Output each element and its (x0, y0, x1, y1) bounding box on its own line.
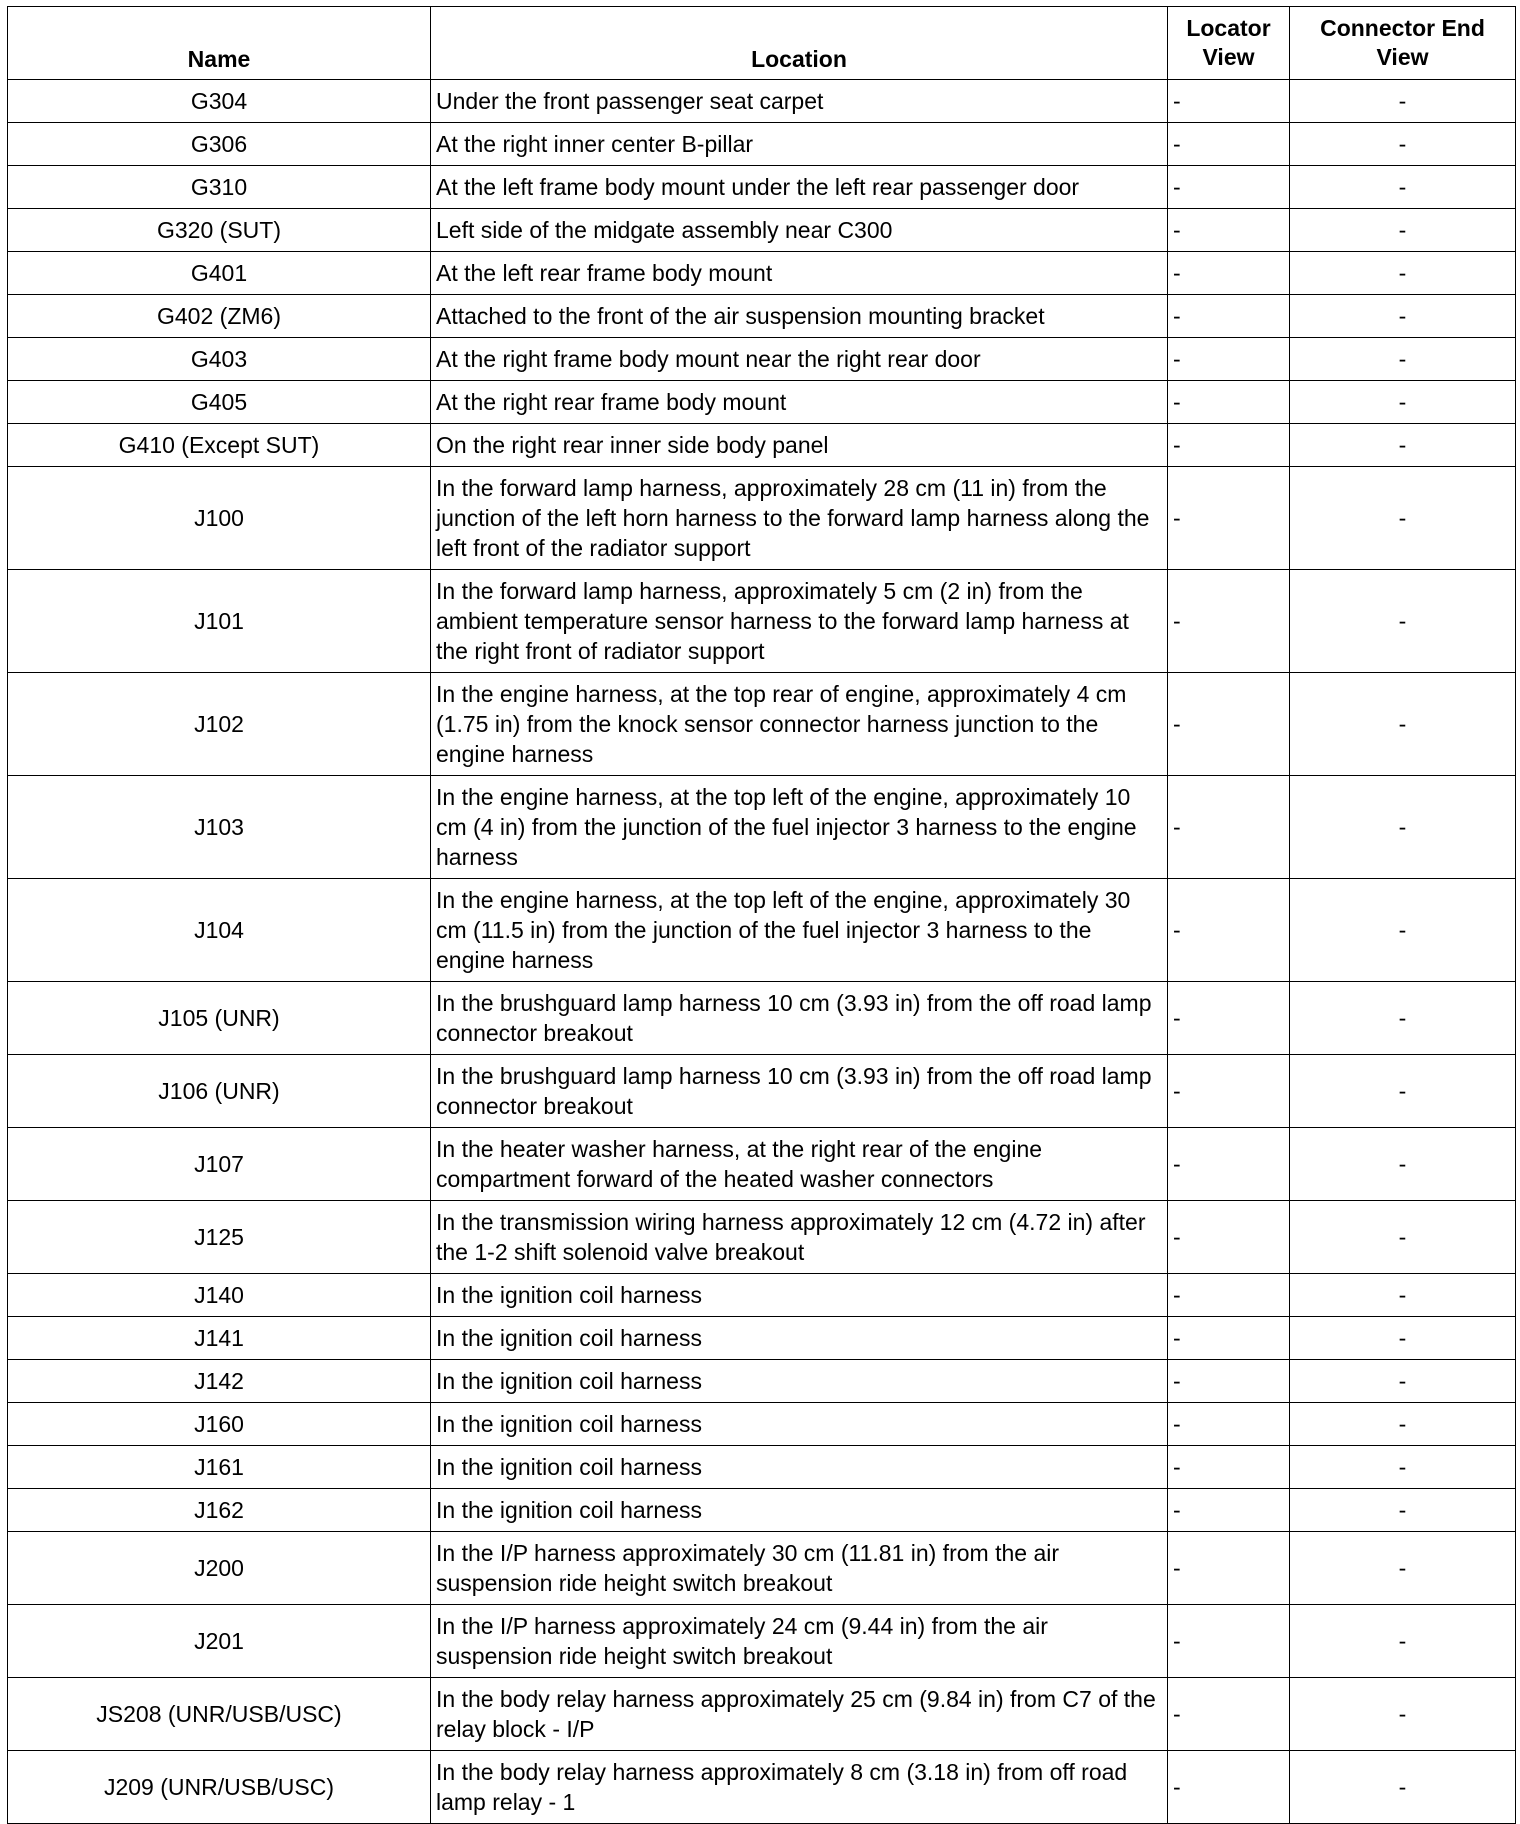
cell-connector-end-view: - (1290, 295, 1516, 338)
table-row (8, 1055, 1516, 1128)
cell-connector-end-view: - (1290, 1360, 1516, 1403)
table-row (8, 166, 1516, 209)
table-row (8, 673, 1516, 776)
cell-location: In the engine harness, at the top left of the engine, approximately 10 cm (4 in) from the junction of the fuel injector 3 harness to the engine harness (431, 776, 1168, 879)
cell-connector-end-view: - (1290, 1489, 1516, 1532)
cell-connector-end-view: - (1290, 1446, 1516, 1489)
cell-connector-end-view: - (1290, 1201, 1516, 1274)
cell-locator-view: - (1168, 467, 1290, 570)
cell-locator-view: - (1168, 570, 1290, 673)
cell-location: In the engine harness, at the top rear of engine, approximately 4 cm (1.75 in) from the knock sensor connector harness junction to the engine harness (431, 673, 1168, 776)
cell-location: In the engine harness, at the top left of the engine, approximately 30 cm (11.5 in) from the junction of the fuel injector 3 harness to the engine harness (431, 879, 1168, 982)
cell-name: J141 (8, 1317, 431, 1360)
cell-location: In the ignition coil harness (431, 1489, 1168, 1532)
cell-name: J101 (8, 570, 431, 673)
cell-location: In the ignition coil harness (431, 1403, 1168, 1446)
cell-locator-view: - (1168, 252, 1290, 295)
cell-name: J142 (8, 1360, 431, 1403)
cell-name: J162 (8, 1489, 431, 1532)
table-row (8, 424, 1516, 467)
table-row (8, 1605, 1516, 1678)
cell-location: Left side of the midgate assembly near C300 (431, 209, 1168, 252)
table-row (8, 123, 1516, 166)
cell-location: In the ignition coil harness (431, 1446, 1168, 1489)
cell-connector-end-view: - (1290, 879, 1516, 982)
cell-connector-end-view: - (1290, 1605, 1516, 1678)
cell-name: G306 (8, 123, 431, 166)
cell-location: In the brushguard lamp harness 10 cm (3.93 in) from the off road lamp connector breakout (431, 982, 1168, 1055)
cell-name: G410 (Except SUT) (8, 424, 431, 467)
cell-locator-view: - (1168, 1751, 1290, 1824)
cell-connector-end-view: - (1290, 166, 1516, 209)
cell-locator-view: - (1168, 295, 1290, 338)
table-row (8, 570, 1516, 673)
cell-locator-view: - (1168, 1055, 1290, 1128)
cell-name: J103 (8, 776, 431, 879)
cell-name: J209 (UNR/USB/USC) (8, 1751, 431, 1824)
cell-name: G310 (8, 166, 431, 209)
cell-locator-view: - (1168, 1403, 1290, 1446)
table-row (8, 252, 1516, 295)
cell-locator-view: - (1168, 1201, 1290, 1274)
cell-name: J104 (8, 879, 431, 982)
cell-location: In the body relay harness approximately 8 cm (3.18 in) from off road lamp relay - 1 (431, 1751, 1168, 1824)
table-row (8, 879, 1516, 982)
table-row (8, 1532, 1516, 1605)
table-row (8, 467, 1516, 570)
cell-connector-end-view: - (1290, 80, 1516, 123)
cell-connector-end-view: - (1290, 381, 1516, 424)
cell-connector-end-view: - (1290, 1678, 1516, 1751)
cell-name: J201 (8, 1605, 431, 1678)
cell-locator-view: - (1168, 166, 1290, 209)
table-row (8, 1446, 1516, 1489)
cell-connector-end-view: - (1290, 570, 1516, 673)
cell-connector-end-view: - (1290, 338, 1516, 381)
table-row (8, 1751, 1516, 1824)
cell-connector-end-view: - (1290, 1128, 1516, 1201)
table-row (8, 1274, 1516, 1317)
cell-name: J125 (8, 1201, 431, 1274)
cell-location: In the ignition coil harness (431, 1317, 1168, 1360)
cell-locator-view: - (1168, 80, 1290, 123)
cell-name: J107 (8, 1128, 431, 1201)
cell-location: At the left rear frame body mount (431, 252, 1168, 295)
cell-locator-view: - (1168, 1317, 1290, 1360)
cell-connector-end-view: - (1290, 1751, 1516, 1824)
cell-name: J161 (8, 1446, 431, 1489)
cell-locator-view: - (1168, 1274, 1290, 1317)
cell-location: In the ignition coil harness (431, 1274, 1168, 1317)
cell-location: In the forward lamp harness, approximately 28 cm (11 in) from the junction of the left horn harness to the forward lamp harness along the left front of the radiator support (431, 467, 1168, 570)
cell-name: JS208 (UNR/USB/USC) (8, 1678, 431, 1751)
table-header (8, 7, 1516, 80)
cell-connector-end-view: - (1290, 424, 1516, 467)
cell-location: In the transmission wiring harness approximately 12 cm (4.72 in) after the 1-2 shift solenoid valve breakout (431, 1201, 1168, 1274)
table-body (8, 80, 1516, 1824)
cell-name: G304 (8, 80, 431, 123)
cell-connector-end-view: - (1290, 1532, 1516, 1605)
cell-locator-view: - (1168, 381, 1290, 424)
cell-locator-view: - (1168, 879, 1290, 982)
cell-connector-end-view: - (1290, 252, 1516, 295)
cell-connector-end-view: - (1290, 1403, 1516, 1446)
cell-name: G405 (8, 381, 431, 424)
cell-locator-view: - (1168, 338, 1290, 381)
cell-name: G402 (ZM6) (8, 295, 431, 338)
cell-name: G401 (8, 252, 431, 295)
table-row (8, 1317, 1516, 1360)
cell-location: On the right rear inner side body panel (431, 424, 1168, 467)
cell-location: At the right rear frame body mount (431, 381, 1168, 424)
cell-locator-view: - (1168, 209, 1290, 252)
header-locator-view: Locator View (1168, 7, 1290, 80)
cell-locator-view: - (1168, 424, 1290, 467)
cell-name: J105 (UNR) (8, 982, 431, 1055)
cell-connector-end-view: - (1290, 467, 1516, 570)
header-connector-end-view: Connector End View (1290, 7, 1516, 80)
table-row (8, 80, 1516, 123)
cell-location: In the brushguard lamp harness 10 cm (3.93 in) from the off road lamp connector breakout (431, 1055, 1168, 1128)
cell-location: In the body relay harness approximately 25 cm (9.84 in) from C7 of the relay block - I/P (431, 1678, 1168, 1751)
table-row (8, 1128, 1516, 1201)
cell-locator-view: - (1168, 1128, 1290, 1201)
header-name: Name (8, 7, 431, 80)
cell-locator-view: - (1168, 1532, 1290, 1605)
cell-connector-end-view: - (1290, 982, 1516, 1055)
table-row (8, 776, 1516, 879)
cell-connector-end-view: - (1290, 123, 1516, 166)
cell-connector-end-view: - (1290, 1274, 1516, 1317)
cell-location: In the ignition coil harness (431, 1360, 1168, 1403)
table-row (8, 338, 1516, 381)
cell-name: J200 (8, 1532, 431, 1605)
cell-name: J102 (8, 673, 431, 776)
connector-location-table (7, 6, 1516, 1824)
cell-location: In the forward lamp harness, approximately 5 cm (2 in) from the ambient temperature sensor harness to the forward lamp harness at the right front of radiator support (431, 570, 1168, 673)
cell-connector-end-view: - (1290, 209, 1516, 252)
cell-connector-end-view: - (1290, 1317, 1516, 1360)
cell-location: In the I/P harness approximately 30 cm (11.81 in) from the air suspension ride height switch breakout (431, 1532, 1168, 1605)
table-row (8, 1403, 1516, 1446)
table-row (8, 1489, 1516, 1532)
cell-locator-view: - (1168, 982, 1290, 1055)
cell-connector-end-view: - (1290, 1055, 1516, 1128)
cell-locator-view: - (1168, 776, 1290, 879)
table-row (8, 381, 1516, 424)
cell-locator-view: - (1168, 1489, 1290, 1532)
cell-locator-view: - (1168, 1360, 1290, 1403)
cell-connector-end-view: - (1290, 673, 1516, 776)
header-location: Location (431, 7, 1168, 80)
cell-name: J140 (8, 1274, 431, 1317)
cell-location: In the heater washer harness, at the right rear of the engine compartment forward of the heated washer connectors (431, 1128, 1168, 1201)
cell-location: At the right inner center B-pillar (431, 123, 1168, 166)
cell-location: Under the front passenger seat carpet (431, 80, 1168, 123)
cell-location: At the left frame body mount under the left rear passenger door (431, 166, 1168, 209)
cell-locator-view: - (1168, 1446, 1290, 1489)
table-row (8, 1360, 1516, 1403)
cell-locator-view: - (1168, 673, 1290, 776)
table-row (8, 982, 1516, 1055)
cell-location: At the right frame body mount near the right rear door (431, 338, 1168, 381)
cell-location: Attached to the front of the air suspension mounting bracket (431, 295, 1168, 338)
cell-location: In the I/P harness approximately 24 cm (9.44 in) from the air suspension ride height switch breakout (431, 1605, 1168, 1678)
table-row (8, 209, 1516, 252)
cell-locator-view: - (1168, 123, 1290, 166)
cell-locator-view: - (1168, 1605, 1290, 1678)
table-row (8, 1678, 1516, 1751)
cell-locator-view: - (1168, 1678, 1290, 1751)
table-row (8, 1201, 1516, 1274)
cell-name: J100 (8, 467, 431, 570)
cell-name: J160 (8, 1403, 431, 1446)
cell-name: G320 (SUT) (8, 209, 431, 252)
header-row (8, 7, 1516, 80)
cell-name: G403 (8, 338, 431, 381)
cell-connector-end-view: - (1290, 776, 1516, 879)
cell-name: J106 (UNR) (8, 1055, 431, 1128)
table-row (8, 295, 1516, 338)
